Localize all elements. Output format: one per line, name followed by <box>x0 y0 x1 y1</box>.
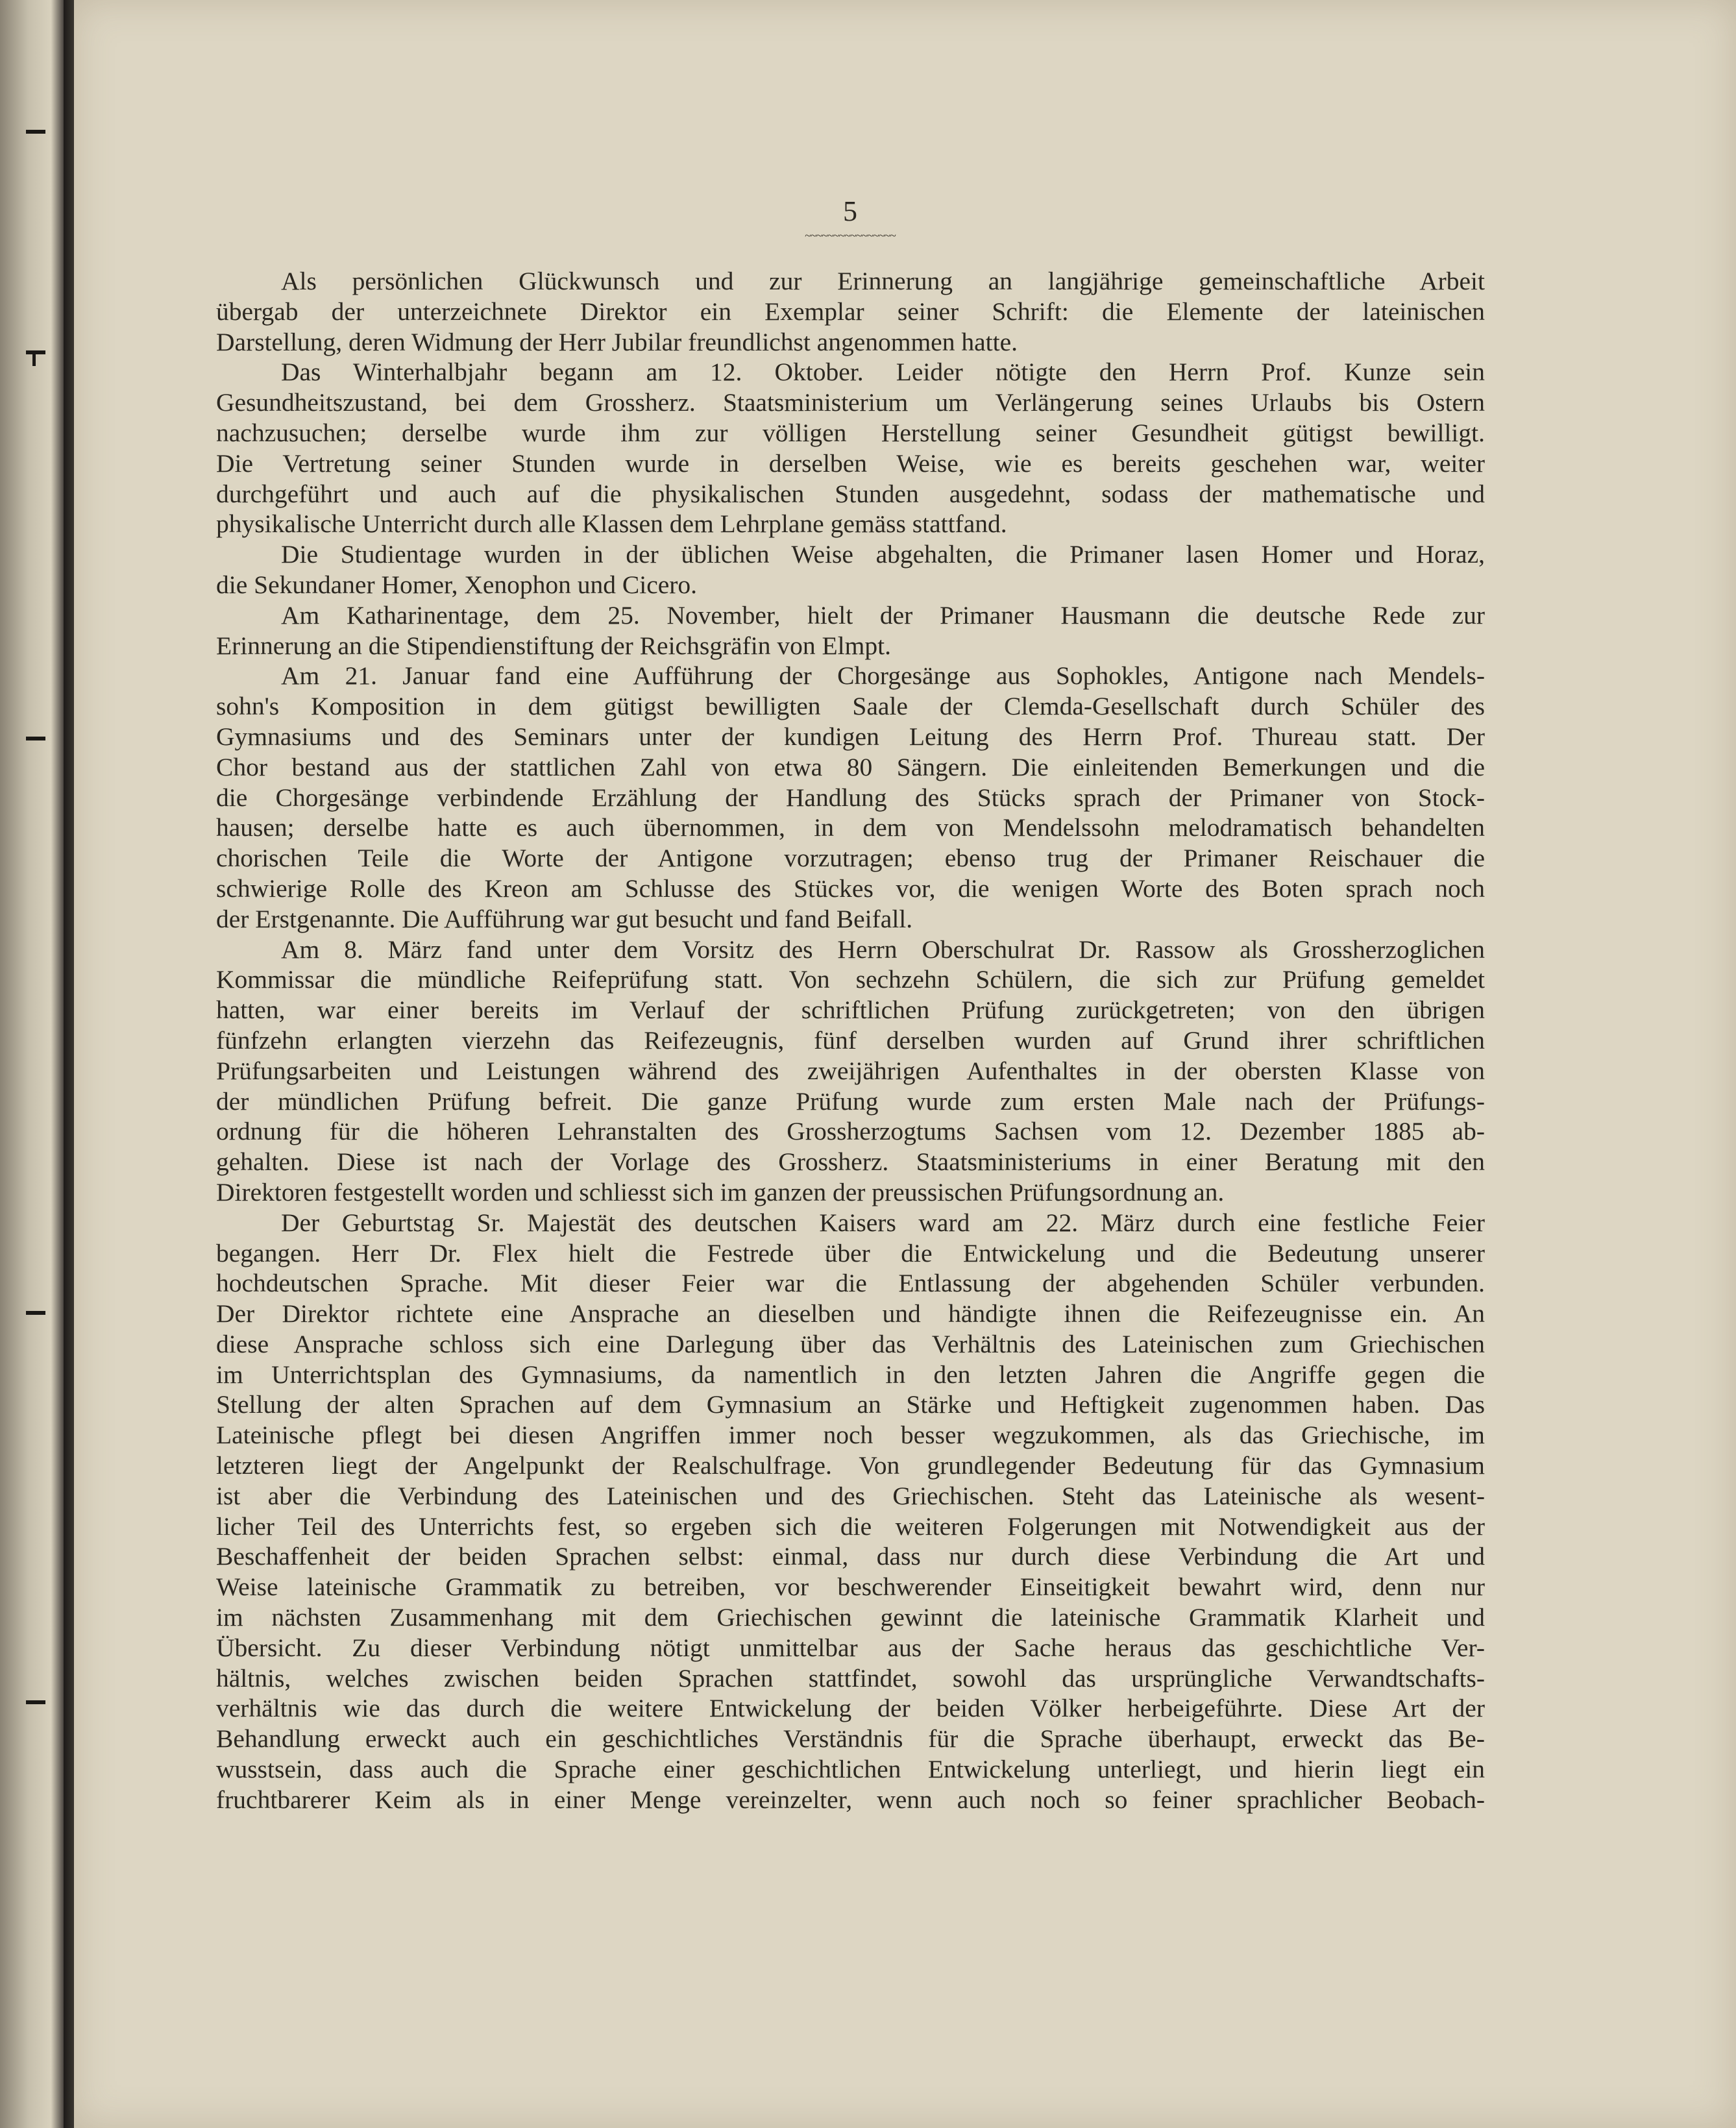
paragraph <box>216 661 1485 934</box>
text-line: fruchtbarerer Keim als in einer Menge vereinzelter, wenn auch noch so feiner sprachlicher Beobach- <box>216 1785 1485 1814</box>
text-line: Die Studientage wurden in der üblichen Weise abgehalten, die Primaner lasen Homer und Horaz, <box>281 540 1485 569</box>
text-line: Beschaffenheit der beiden Sprachen selbst: einmal, dass nur durch diese Verbindung die Art und <box>216 1542 1485 1571</box>
text-line: im Unterrichtsplan des Gymnasiums, da namentlich in den letzten Jahren die Angriffe gegen die <box>216 1360 1485 1389</box>
text-line: Behandlung erweckt auch ein geschichtliches Verständnis für die Sprache überhaupt, erweckt das Be- <box>216 1724 1485 1754</box>
text-line: hochdeutschen Sprache. Mit dieser Feier war die Entlassung der abgehenden Schüler verbunden. <box>216 1269 1485 1298</box>
text-line: Chor bestand aus der stattlichen Zahl von etwa 80 Sängern. Die einleitenden Bemerkungen und die <box>216 752 1485 781</box>
text-line: hältnis, welches zwischen beiden Sprachen stattfindet, sowohl das ursprüngliche Verwandtschafts- <box>216 1663 1485 1693</box>
text-line: chorischen Teile die Worte der Antigone vorzutragen; ebenso trug der Primaner Reischauer die <box>216 844 1485 873</box>
text-line: die Chorgesänge verbindende Erzählung der Handlung des Stücks sprach der Primaner von Stock- <box>216 783 1485 812</box>
text-line: ordnung für die höheren Lehranstalten des Grossherzogtums Sachsen vom 12. Dezember 1885 ab- <box>216 1117 1485 1146</box>
text-line: Als persönlichen Glückwunsch und zur Erinnerung an langjährige gemeinschaftliche Arbeit <box>281 267 1485 295</box>
paragraph <box>216 935 1485 1208</box>
text-line: begangen. Herr Dr. Flex hielt die Festrede über die Entwickelung und die Bedeutung unserer <box>216 1238 1485 1267</box>
text-line: verhältnis wie das durch die weitere Entwickelung der beiden Völker herbeigeführte. Diese Art der <box>216 1694 1485 1723</box>
text-line: Prüfungsarbeiten und Leistungen während des zweijährigen Aufenthaltes in der obersten Klasse von <box>216 1056 1485 1085</box>
text-line: Am Katharinentage, dem 25. November, hielt der Primaner Hausmann die deutsche Rede zur <box>281 600 1485 630</box>
text-line: Lateinische pflegt bei diesen Angriffen immer noch besser wegzukommen, als das Griechische, im <box>216 1421 1485 1450</box>
text-line: im nächsten Zusammenhang mit dem Griechischen gewinnt die lateinische Grammatik Klarheit und <box>216 1603 1485 1632</box>
paragraph <box>216 266 1485 357</box>
page-number-ornament: ~~~~~~~~~~~~~~~~ <box>805 232 896 239</box>
text-line: Kommissar die mündliche Reifeprüfung statt. Von sechzehn Schülern, die sich zur Prüfung gemeldet <box>216 965 1485 994</box>
text-line: Der Direktor richtete eine Ansprache an dieselben und händigte ihnen die Reifezeugnisse ein. An <box>216 1299 1485 1328</box>
paragraph <box>216 1208 1485 1815</box>
text-line: Darstellung, deren Widmung der Herr Jubilar freundlichst angenommen hatte. <box>216 327 1018 356</box>
text-line: übergab der unterzeichnete Direktor ein Exemplar seiner Schrift: die Elemente der lateinischen <box>216 297 1485 326</box>
margin-mark <box>26 130 45 134</box>
text-line: Stellung der alten Sprachen auf dem Gymnasium an Stärke und Heftigkeit zugenommen haben. Das <box>216 1390 1485 1419</box>
text-line: Weise lateinische Grammatik zu betreiben, vor beschwerender Einseitigkeit bewahrt wird, denn nur <box>216 1572 1485 1602</box>
margin-mark <box>26 1700 45 1704</box>
text-line: hausen; derselbe hatte es auch übernommen, in dem von Mendelssohn melodramatisch behandelten <box>216 813 1485 842</box>
margin-mark <box>32 350 36 366</box>
page-number: 5 <box>843 195 857 227</box>
facing-page-edge <box>0 0 64 2128</box>
text-line: Die Vertretung seiner Stunden wurde in derselben Weise, wie es bereits geschehen war, weiter <box>216 448 1485 478</box>
text-line: hatten, war einer bereits im Verlauf der schriftlichen Prüfung zurückgetreten; von den übrigen <box>216 996 1485 1025</box>
paragraph <box>216 539 1485 600</box>
text-line: durchgeführt und auch auf die physikalischen Stunden ausgedehnt, sodass der mathematische und <box>216 479 1485 508</box>
text-line: Gymnasiums und des Seminars unter der kundigen Leitung des Herrn Prof. Thureau statt. Der <box>216 722 1485 751</box>
body-text <box>216 266 1485 1815</box>
paragraph <box>216 600 1485 661</box>
text-line: der Erstgenannte. Die Aufführung war gut besucht und fand Beifall. <box>216 904 913 933</box>
text-line: Erinnerung an die Stipendienstiftung der Reichsgräfin von Elmpt. <box>216 631 891 660</box>
text-line: Das Winterhalbjahr begann am 12. Oktober. Leider nötigte den Herrn Prof. Kunze sein <box>281 358 1485 387</box>
text-line: sohn's Komposition in dem gütigst bewilligten Saale der Clemda-Gesellschaft durch Schüler des <box>216 692 1485 721</box>
paragraph <box>216 357 1485 539</box>
text-line: die Sekundaner Homer, Xenophon und Cicero. <box>216 570 698 599</box>
margin-mark <box>26 1311 45 1315</box>
text-line: physikalische Unterricht durch alle Klassen dem Lehrplane gemäss stattfand. <box>216 509 1007 539</box>
text-line: der mündlichen Prüfung befreit. Die ganze Prüfung wurde zum ersten Male nach der Prüfungs- <box>216 1086 1485 1116</box>
text-line: Übersicht. Zu dieser Verbindung nötigt unmittelbar aus der Sache heraus das geschichtliche Ver- <box>216 1633 1485 1662</box>
text-line: fünfzehn erlangten vierzehn das Reifezeugnis, fünf derselben wurden auf Grund ihrer schriftlichen <box>216 1025 1485 1055</box>
text-line: schwierige Rolle des Kreon am Schlusse des Stückes vor, die wenigen Worte des Boten sprach noch <box>216 874 1485 903</box>
margin-mark <box>26 350 45 354</box>
text-line: licher Teil des Unterrichts fest, so ergeben sich die weiteren Folgerungen mit Notwendigkeit aus der <box>216 1511 1485 1541</box>
text-line: Der Geburtstag Sr. Majestät des deutschen Kaisers ward am 22. März durch eine festliche Feier <box>281 1208 1485 1237</box>
text-line: Direktoren festgestellt worden und schliesst sich im ganzen der preussischen Prüfungsordnung an. <box>216 1177 1225 1206</box>
text-line: letzteren liegt der Angelpunkt der Realschulfrage. Von grundlegender Bedeutung für das Gymnasium <box>216 1451 1485 1480</box>
text-line: gehalten. Diese ist nach der Vorlage des Grossherz. Staatsministeriums in einer Beratung mit den <box>216 1147 1485 1177</box>
text-line: wusstsein, dass auch die Sprache einer geschichtlichen Entwickelung unterliegt, und hierin liegt ein <box>216 1755 1485 1784</box>
text-line: Gesundheitszustand, bei dem Grossherz. Staatsministerium um Verlängerung seines Urlaubs bis Ostern <box>216 388 1485 417</box>
text-line: nachzusuchen; derselbe wurde ihm zur völligen Herstellung seiner Gesundheit gütigst bewilligt. <box>216 418 1485 447</box>
text-line: Am 21. Januar fand eine Aufführung der Chorgesänge aus Sophokles, Antigone nach Mendels- <box>281 661 1485 691</box>
margin-mark <box>26 737 45 740</box>
text-line: diese Ansprache schloss sich eine Darlegung über das Verhältnis des Lateinischen zum Griechischen <box>216 1329 1485 1358</box>
text-line: ist aber die Verbindung des Lateinischen und des Griechischen. Steht das Lateinische als wesent- <box>216 1481 1485 1510</box>
book-gutter <box>64 0 74 2128</box>
text-line: Am 8. März fand unter dem Vorsitz des Herrn Oberschulrat Dr. Rassow als Grossherzoglichen <box>281 935 1485 964</box>
